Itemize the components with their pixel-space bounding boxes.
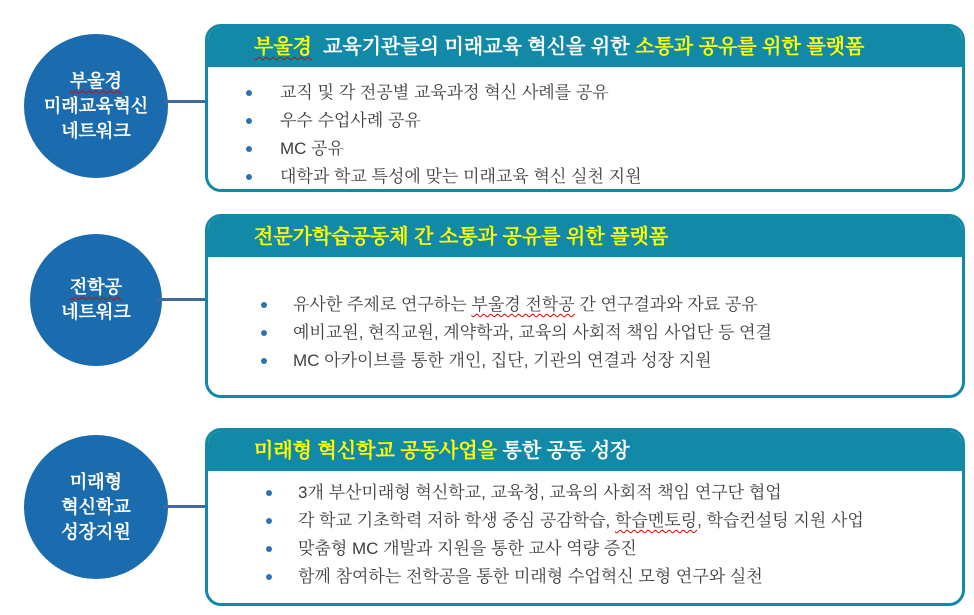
bullet-text-spellcheck: 학습멘토링 (614, 511, 698, 530)
list-item (208, 107, 962, 135)
circle-line: 부울경 (69, 70, 123, 91)
connector-line (163, 100, 207, 103)
header-text: 교육기관들의 미래교육 혁신을 위한 (311, 36, 636, 58)
circle-line: 혁신학교 (61, 496, 131, 517)
bullet-text: 유사한 주제로 연구하는 (293, 295, 472, 314)
header-highlight: 전문가학습공동체 간 소통과 공유를 위한 플랫폼 (254, 226, 669, 248)
panel-header (208, 431, 962, 471)
circle-plc-network (30, 234, 162, 366)
bullet-text-spellcheck: 부울경 전학공 (471, 295, 575, 314)
circle-busan-ulsan-gyeongnam-network (24, 34, 168, 178)
list-item (208, 319, 962, 347)
bullet-text: 대학과 학교 특성에 맞는 미래교육 혁신 실천 지원 (280, 167, 642, 186)
panel-header (208, 217, 962, 257)
list-item (208, 479, 962, 507)
bullet-list (208, 257, 962, 375)
header-highlight: 소통과 공유를 위한 플랫폼 (635, 36, 865, 58)
bullet-list (208, 471, 962, 591)
panel-header (208, 27, 962, 67)
header-highlight: 부울경 (254, 36, 312, 58)
list-item (208, 535, 962, 563)
panel-joint-growth (205, 428, 965, 606)
list-item (208, 291, 962, 319)
bullet-text: 우수 수업사례 공유 (280, 111, 421, 130)
circle-line: 전학공 (69, 277, 123, 297)
circle-line: 미래교육혁신 (43, 95, 149, 116)
circle-line: 네트워크 (61, 120, 131, 141)
bullet-text: 함께 참여하는 전학공을 통한 미래형 수업혁신 모형 연구와 실천 (298, 567, 763, 586)
panel-plc-platform (205, 214, 965, 398)
list-item (208, 163, 962, 191)
bullet-text: MC 아카이브를 통한 개인, 집단, 기관의 연결과 성장 지원 (293, 351, 712, 370)
circle-future-school-support (24, 435, 168, 579)
bullet-text: 3개 부산미래형 혁신학교, 교육청, 교육의 사회적 책임 연구단 협업 (298, 483, 782, 502)
header-highlight: 미래형 혁신학교 공동사업을 (254, 440, 497, 462)
circle-line: 미래형 (69, 471, 123, 492)
list-item (208, 135, 962, 163)
connector-line (163, 505, 207, 508)
bullet-text: 교직 및 각 전공별 교육과정 혁신 사례를 공유 (280, 83, 609, 102)
list-item (208, 79, 962, 107)
bullet-text: 예비교원, 현직교원, 계약학과, 교육의 사회적 책임 사업단 등 연결 (293, 323, 772, 342)
bullet-list (208, 67, 962, 191)
list-item (208, 507, 962, 535)
panel-platform-sharing (205, 24, 965, 192)
circle-line: 네트워크 (61, 302, 131, 322)
list-item (208, 347, 962, 375)
header-text: 통한 공동 성장 (496, 440, 630, 462)
connector-line (157, 298, 207, 301)
bullet-text: 맞춤형 MC 개발과 지원을 통한 교사 역량 증진 (298, 539, 637, 558)
bullet-text: 각 학교 기초학력 저하 학생 중심 공감학습, (298, 511, 615, 530)
circle-line: 성장지원 (61, 521, 131, 542)
list-item (208, 563, 962, 591)
bullet-text: , 학습컨설팅 지원 사업 (697, 511, 864, 530)
bullet-text: MC 공유 (280, 139, 345, 158)
bullet-text: 간 연구결과와 자료 공유 (574, 295, 758, 314)
